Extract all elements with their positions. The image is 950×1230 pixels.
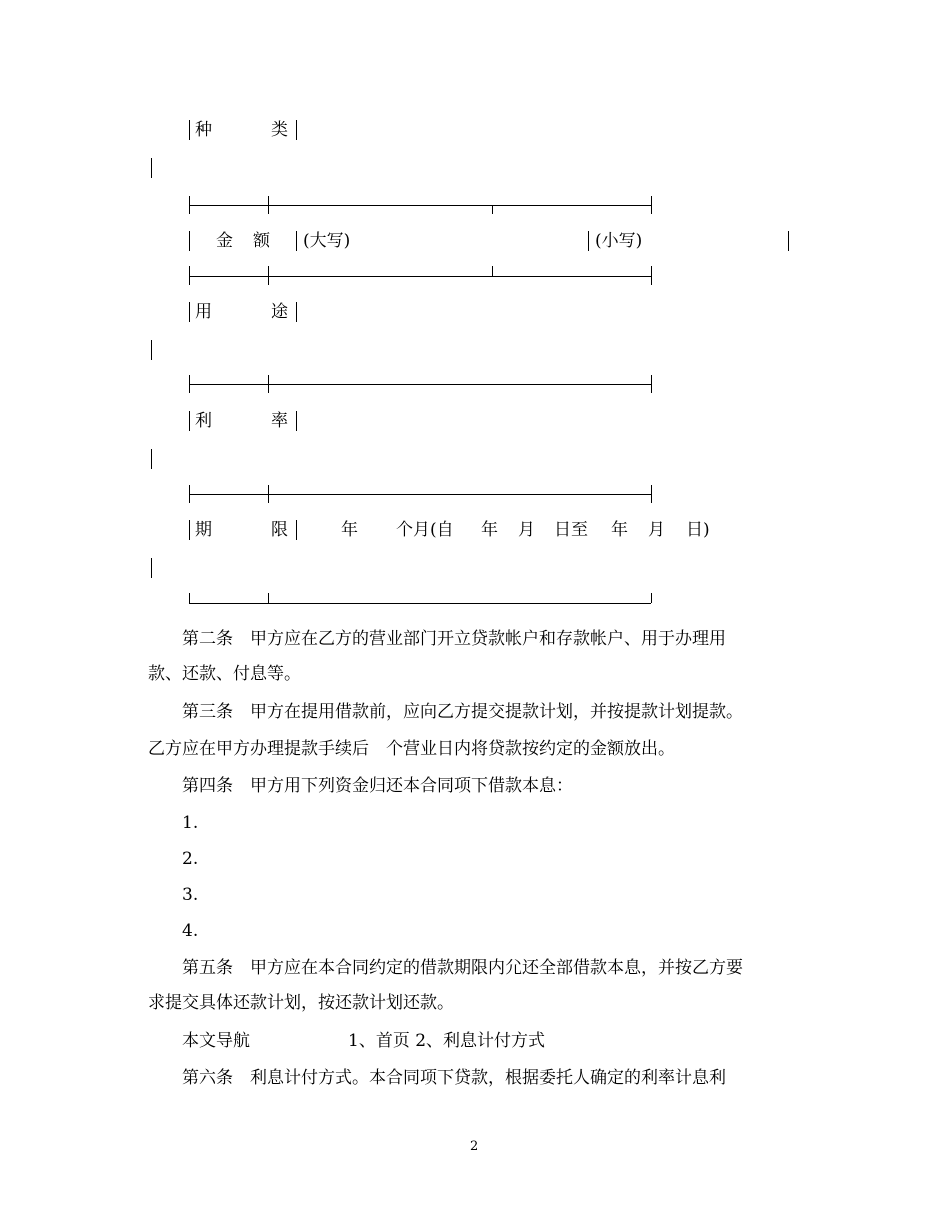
- amount-label-a: 金: [216, 231, 233, 251]
- table-rule: [189, 384, 651, 385]
- table-border: [268, 196, 269, 214]
- table-border: [492, 205, 493, 214]
- type-label-b: 类: [271, 120, 288, 140]
- term-year: 年: [341, 520, 358, 540]
- table-rule: [189, 494, 651, 495]
- term-end-day: 日): [686, 520, 710, 540]
- page-number: 2: [470, 1139, 479, 1154]
- table-border: [651, 593, 652, 603]
- table-border: [296, 120, 297, 140]
- table-border: [268, 266, 269, 285]
- table-border: [189, 411, 190, 431]
- table-border: [588, 231, 589, 251]
- term-months-from: 个月(自: [396, 520, 454, 540]
- term-end-month: 月: [648, 520, 665, 540]
- table-border: [189, 120, 190, 140]
- term-label-a: 期: [195, 520, 212, 540]
- article-5-line-2: 求提交具体还款计划，按还款计划还款。: [148, 993, 454, 1013]
- table-border: [189, 520, 190, 540]
- table-rule: [189, 205, 651, 206]
- table-border: [268, 593, 269, 603]
- table-border: [296, 231, 297, 251]
- table-border: [296, 411, 297, 431]
- article-2-line-1: 第二条 甲方应在乙方的营业部门开立贷款帐户和存款帐户、用于办理用: [182, 629, 726, 649]
- article-3-line-1: 第三条 甲方在提用借款前，应向乙方提交提款计划，并按提款计划提款。: [182, 702, 743, 722]
- table-border: [651, 485, 652, 503]
- list-item: 2.: [182, 849, 199, 869]
- list-item: 4.: [182, 921, 199, 941]
- term-start-year: 年: [481, 520, 498, 540]
- table-border: [788, 231, 789, 251]
- table-border: [151, 340, 152, 360]
- table-border: [651, 266, 652, 285]
- article-6-line-1: 第六条 利息计付方式。本合同项下贷款，根据委托人确定的利率计息利: [182, 1068, 726, 1088]
- table-border: [492, 266, 493, 276]
- rate-label-b: 率: [271, 411, 288, 431]
- table-border: [189, 485, 190, 503]
- use-label-a: 用: [195, 302, 212, 322]
- term-label-b: 限: [271, 520, 288, 540]
- table-rule: [189, 603, 651, 604]
- table-border: [296, 520, 297, 540]
- article-3-line-2: 乙方应在甲方办理提款手续后 个营业日内将贷款按约定的金额放出。: [148, 739, 675, 759]
- table-border: [189, 266, 190, 285]
- table-border: [189, 302, 190, 322]
- article-5-line-1: 第五条 甲方应在本合同约定的借款期限内尣还全部借款本息，并按乙方要: [182, 958, 743, 978]
- term-start-day-to: 日至: [554, 520, 588, 540]
- article-nav-label: 本文导航: [182, 1031, 250, 1051]
- amount-upper-label: (大写): [303, 231, 351, 251]
- list-item: 1.: [182, 813, 199, 833]
- table-border: [268, 375, 269, 393]
- table-border: [189, 196, 190, 214]
- type-label-a: 种: [195, 120, 212, 140]
- table-border: [189, 231, 190, 251]
- table-border: [268, 485, 269, 503]
- table-border: [189, 593, 190, 603]
- table-border: [151, 449, 152, 469]
- article-nav-links[interactable]: 1、首页 2、利息计付方式: [348, 1031, 546, 1051]
- table-border: [296, 302, 297, 322]
- use-label-b: 途: [271, 302, 288, 322]
- list-item: 3.: [182, 885, 199, 905]
- table-border: [151, 558, 152, 578]
- term-end-year: 年: [611, 520, 628, 540]
- article-2-line-2: 款、还款、付息等。: [148, 664, 301, 684]
- rate-label-a: 利: [195, 411, 212, 431]
- table-border: [151, 158, 152, 178]
- table-border: [651, 375, 652, 393]
- term-start-month: 月: [518, 520, 535, 540]
- table-border: [651, 196, 652, 214]
- table-border: [189, 375, 190, 393]
- amount-lower-label: (小写): [595, 231, 643, 251]
- table-rule: [189, 276, 651, 277]
- article-4-line-1: 第四条 甲方用下列资金归还本合同项下借款本息：: [182, 776, 573, 796]
- amount-label-b: 额: [253, 231, 270, 251]
